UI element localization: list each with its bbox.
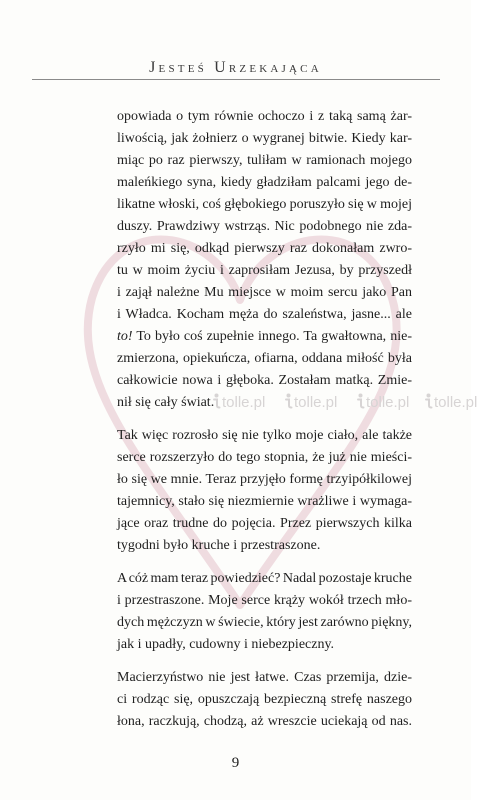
text-line: likatne włoski, coś głębokiego poruszyło się w mojej bbox=[117, 197, 412, 212]
text-line: serce rozszerzyło do tego stopnia, że już nie mieści- bbox=[117, 450, 412, 465]
text-line: maleńkiego syna, kiedy gładziłam palcami jego de- bbox=[117, 175, 412, 190]
text-line bbox=[117, 326, 412, 348]
text-line: i przestraszone. Moje serce krąży wokół trzech mło- bbox=[117, 593, 412, 608]
text-line: całkowicie nowa i głęboka. Zostałam matką. Zmie- bbox=[117, 373, 412, 388]
text-line: zmierzona, opiekuńcza, ofiarna, oddana miłość była bbox=[117, 351, 412, 366]
watermark-text: tolle.pl bbox=[366, 394, 410, 411]
text-line: miąc po raz pierwszy, tuliłam w ramionach mojego bbox=[117, 153, 412, 168]
text-line: tu w moim życiu i zaprosiłam Jezusa, by przyszedł bbox=[117, 263, 412, 278]
text-line: jące oraz trudne do pojęcia. Przez pierwszych kilka bbox=[117, 516, 412, 531]
watermark-text: tolle.pl bbox=[294, 394, 338, 411]
paragraph bbox=[117, 425, 412, 557]
paragraph bbox=[117, 568, 412, 656]
text-line: duszy. Prawdziwy wstrząs. Nic podobnego nie zda- bbox=[117, 219, 412, 234]
text-line: A cóż mam teraz powiedzieć? Nadal pozostaje kruche bbox=[117, 571, 412, 586]
text-line: i Władca. Kocham męża do szaleństwa, jasne... ale bbox=[117, 307, 412, 322]
text-line: Tak więc rozrosło się nie tylko moje ciało, ale także bbox=[117, 428, 412, 443]
text-line: tygodni było kruche i przestraszone. bbox=[117, 538, 321, 553]
text-line: Macierzyństwo nie jest łatwe. Czas przemija, dzie- bbox=[117, 670, 412, 685]
text-line: nił się cały świat. bbox=[117, 395, 215, 410]
text-line: ło się we mnie. Teraz przyjęło formę trzyipółkilowej bbox=[117, 472, 412, 487]
text-line: i zajął należne Mu miejsce w moim sercu jako Pan bbox=[117, 285, 412, 300]
watermark-text: tolle.pl bbox=[222, 394, 266, 411]
emphasis: to! bbox=[117, 329, 133, 344]
text-line: liwością, jak żołnierz o wygranej bitwie. Kiedy kar- bbox=[117, 131, 412, 146]
paragraph bbox=[117, 667, 412, 733]
paragraph bbox=[117, 106, 412, 414]
text-line: dych mężczyzn w świecie, który jest zarówno piękny, bbox=[117, 615, 412, 630]
body-text bbox=[117, 106, 412, 733]
header-rule bbox=[32, 79, 440, 80]
running-title: Jesteś Urzekająca bbox=[149, 59, 322, 76]
text-run: To było coś zupełnie innego. Ta gwałtowna, nie- bbox=[132, 329, 412, 344]
text-line: opowiada o tym równie ochoczo i z taką samą żar- bbox=[117, 109, 412, 124]
page-number: 9 bbox=[231, 755, 240, 771]
text-line: ci rodząc się, opuszczają bezpieczną strefę naszego bbox=[117, 692, 412, 707]
text-line: rzyło mi się, odkąd pierwszy raz dokonałam zwro- bbox=[117, 241, 412, 256]
text-line: łona, raczkują, chodzą, aż wreszcie uciekają od nas. bbox=[117, 714, 412, 729]
watermark-text: tolle.pl bbox=[434, 394, 477, 411]
tolle-logo-icon bbox=[424, 393, 433, 409]
watermark-mark bbox=[424, 392, 477, 414]
text-line: jak i upadły, cudowny i niebezpieczny. bbox=[117, 637, 335, 652]
text-line: tajemnicy, stało się niezmiernie wrażliwe i wymaga- bbox=[117, 494, 412, 509]
